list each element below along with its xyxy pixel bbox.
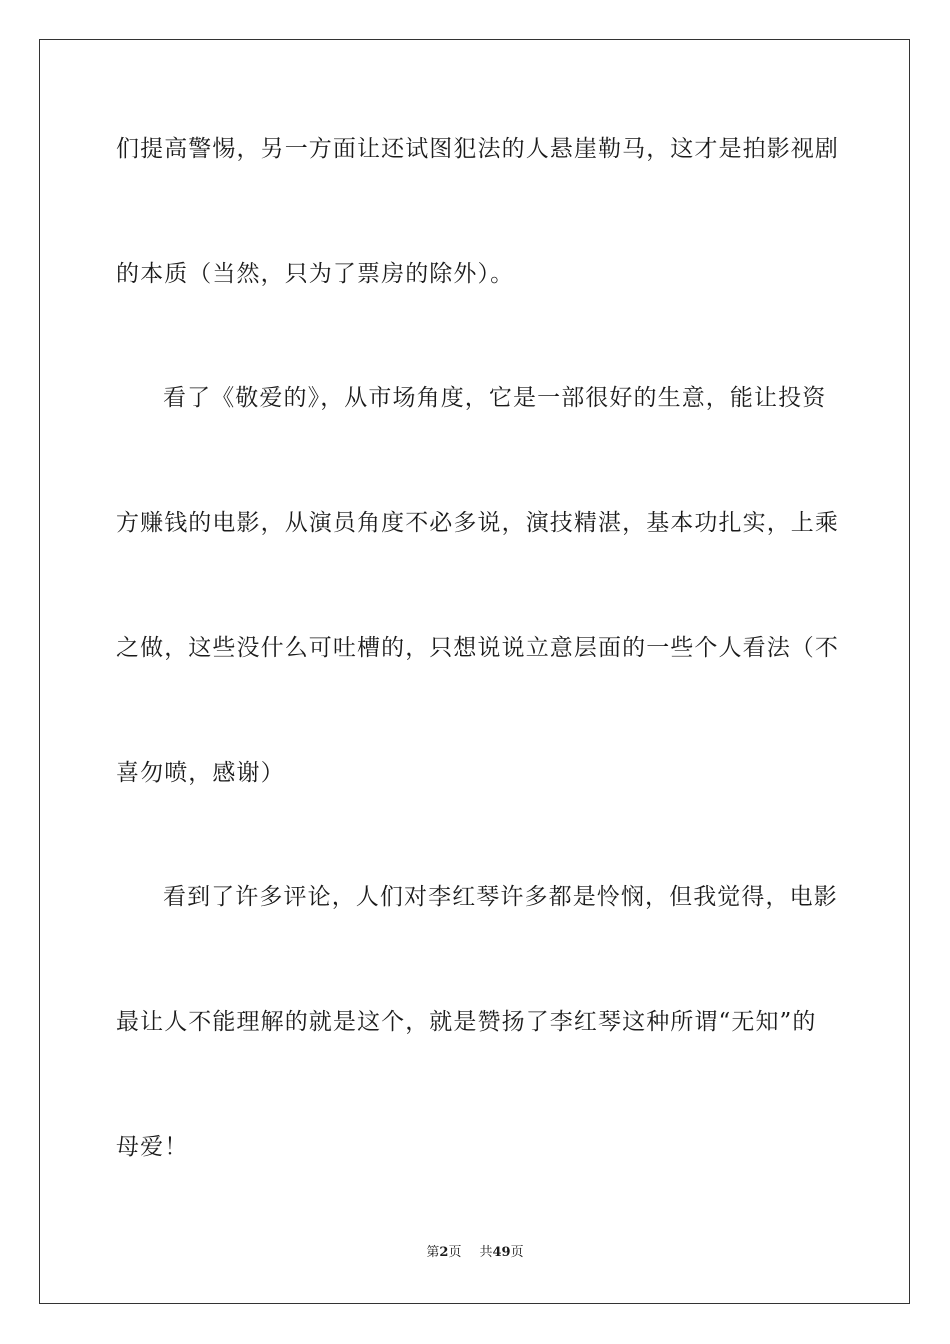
page-prefix: 第 — [426, 1245, 440, 1260]
total-pages: 49 — [492, 1245, 511, 1260]
text-line: 母爱！ — [116, 1134, 189, 1160]
page-suffix: 页 — [448, 1245, 462, 1260]
text-line: 喜勿喷，感谢） — [116, 760, 285, 786]
text-line: 的本质（当然，只为了票房的除外）。 — [116, 261, 515, 287]
total-suffix: 页 — [510, 1245, 524, 1260]
text-line: 看了《敬爱的》，从市场角度，它是一部很好的生意，能让投资 — [163, 385, 827, 411]
page-number: 2 — [439, 1245, 449, 1260]
total-prefix: 共 — [479, 1245, 493, 1260]
text-line: 们提高警惕，另一方面让还试图犯法的人悬崖勒马，这才是拍影视剧 — [116, 136, 839, 162]
text-line: 方赚钱的电影，从演员角度不必多说，演技精湛，基本功扎实，上乘 — [116, 510, 839, 536]
page-border — [39, 39, 910, 1304]
text-line: 之做，这些没什么可吐槽的，只想说说立意层面的一些个人看法（不 — [116, 635, 839, 661]
page-footer — [0, 1244, 950, 1262]
text-line: 看到了许多评论，人们对李红琴许多都是怜悯，但我觉得，电影 — [163, 884, 838, 910]
text-line: 最让人不能理解的就是这个，就是赞扬了李红琴这种所谓“无知”的 — [116, 1009, 817, 1035]
